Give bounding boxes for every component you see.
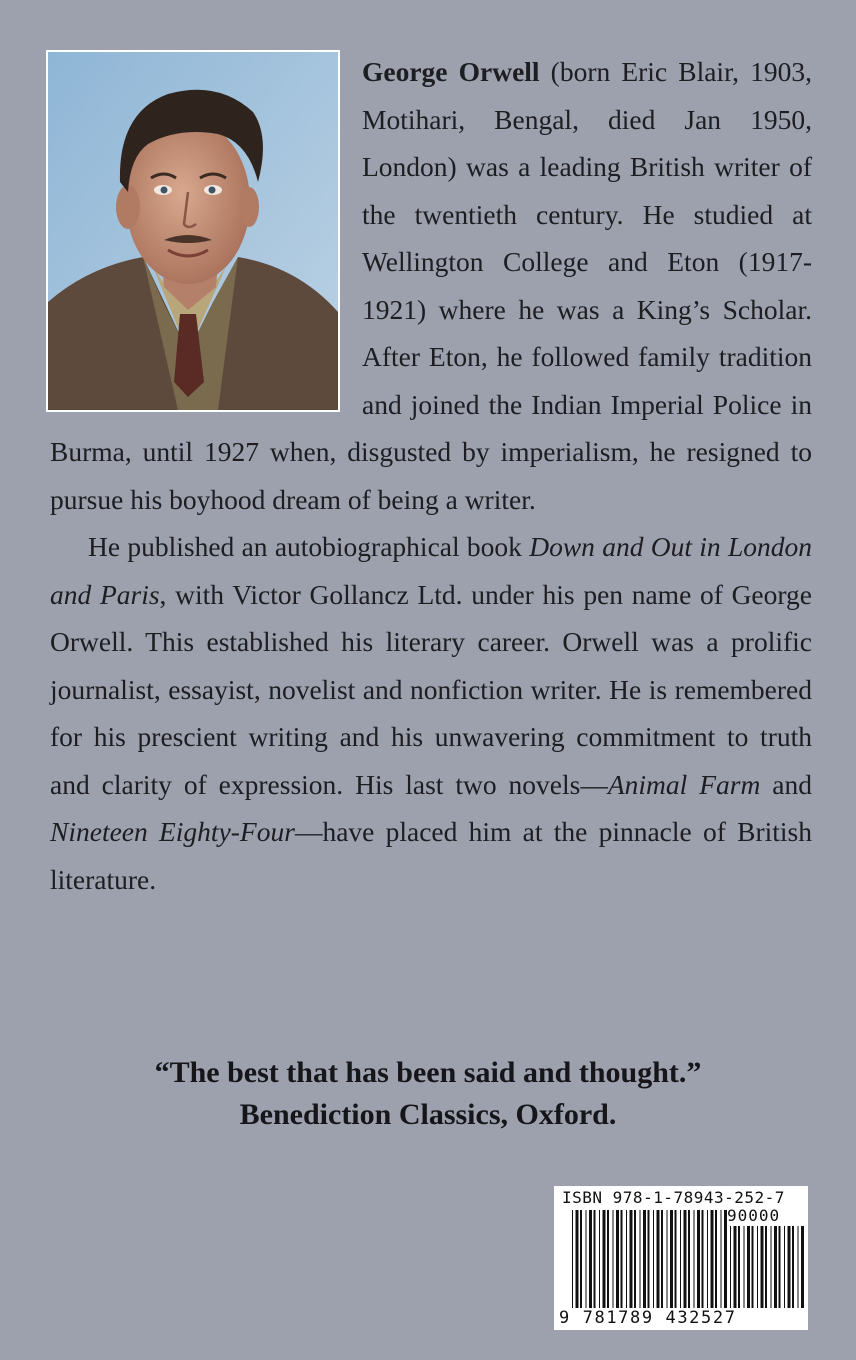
price-code: 90000	[727, 1206, 781, 1225]
barcode-bar	[738, 1226, 740, 1308]
barcode-bar	[761, 1226, 764, 1308]
author-name: George Orwell	[362, 56, 540, 87]
barcode-bar	[661, 1210, 663, 1318]
barcode-bar	[744, 1226, 745, 1308]
barcode-bar	[721, 1210, 722, 1318]
book-title-down-and-out: Down and Out in London and Paris	[50, 531, 812, 610]
quote-line: “The best that has been said and thought.”	[154, 1056, 702, 1089]
isbn-barcode	[554, 1186, 808, 1330]
barcode-bar	[599, 1210, 600, 1318]
barcode-bar	[634, 1210, 636, 1318]
bio-paragraph-2-text-d: —have placed him at the pinnacle of British literature.	[50, 816, 812, 895]
barcode-bar	[752, 1226, 754, 1308]
barcode-bar	[613, 1210, 614, 1318]
barcode-bar	[657, 1210, 660, 1318]
book-title-nineteen-eighty-four: Nineteen Eighty-Four	[50, 816, 295, 847]
barcode-bar	[675, 1210, 677, 1318]
barcode-bar	[724, 1210, 727, 1318]
portrait-spacer	[50, 48, 362, 428]
barcode-bar	[589, 1210, 592, 1318]
bio-paragraph-2-text-b: , with Victor Gollancz Ltd. under his pen name of George Orwell. This established his literary career. Orwell was a prolific journalist, essayist, novelist and nonfiction writer. He is remembered for his prescient writing and his unwavering commitment to truth and clarity of expression. His last two novels—	[50, 578, 813, 800]
ean-digits: 9 781789 432527	[559, 1308, 737, 1328]
publisher-quote	[0, 1052, 856, 1136]
barcode-bar	[792, 1226, 794, 1308]
barcode-bar	[572, 1210, 573, 1318]
barcode-bar	[801, 1226, 804, 1308]
barcode-bar	[621, 1210, 623, 1318]
barcode-bar	[788, 1226, 791, 1308]
barcode-bar	[798, 1226, 799, 1308]
bio-paragraph-2-text-c: and	[760, 768, 812, 800]
barcode-bar	[694, 1210, 695, 1318]
bio-paragraph-2	[50, 523, 812, 903]
barcode-bar	[603, 1210, 606, 1318]
barcode-bar	[747, 1226, 750, 1308]
bio-paragraph-2-text-a: He published an autobiographical book	[88, 531, 530, 562]
barcode-bar	[684, 1210, 687, 1318]
barcode-bar	[626, 1210, 627, 1318]
barcode-bar	[779, 1226, 781, 1308]
barcode-bar	[730, 1226, 731, 1308]
barcode-bar	[648, 1210, 650, 1318]
bio-paragraph-1-text: (born Eric Blair, 1903, Motihari, Bengal, died Jan 1950, London) was a leading British writer of the twentieth century. He studied at Wellington College and Eton (1917-1921) where he was a King’s Scholar. After Eton, he followed family tradition and joined the Indian Imperial Police in Burma, until 1927 when, disgusted by imperialism, he resigned to pursue his boyhood dream of being a writer.	[50, 56, 812, 515]
barcode-bar	[594, 1210, 596, 1318]
barcode-bar	[697, 1210, 700, 1318]
isbn-label: ISBN 978-1-78943-252-7	[562, 1188, 785, 1207]
barcode-bar	[576, 1210, 579, 1318]
barcode-bar	[784, 1226, 785, 1308]
barcode-bar	[580, 1210, 582, 1318]
barcode-bar	[667, 1210, 668, 1318]
book-title-animal-farm: Animal Farm	[607, 768, 761, 800]
barcode-bar	[771, 1226, 772, 1308]
barcode-bar	[734, 1226, 737, 1308]
barcode-bar	[711, 1210, 714, 1318]
barcode-bar	[707, 1210, 708, 1318]
barcode-bar	[774, 1226, 777, 1308]
barcode-bar	[702, 1210, 704, 1318]
barcode-bar	[765, 1226, 767, 1308]
barcode-bar	[607, 1210, 609, 1318]
barcode-bar	[715, 1210, 717, 1318]
barcode-bar	[670, 1210, 673, 1318]
barcode-bar	[688, 1210, 690, 1318]
barcode-bar	[630, 1210, 633, 1318]
barcode-bar	[640, 1210, 641, 1318]
barcode-bar	[643, 1210, 646, 1318]
barcode-bar	[757, 1226, 758, 1308]
barcode-bar	[616, 1210, 619, 1318]
barcode-bar	[653, 1210, 654, 1318]
author-biography	[50, 48, 812, 903]
barcode-bar	[586, 1210, 587, 1318]
barcode-bar	[680, 1210, 681, 1318]
publisher-name: Benediction Classics, Oxford.	[239, 1098, 617, 1131]
